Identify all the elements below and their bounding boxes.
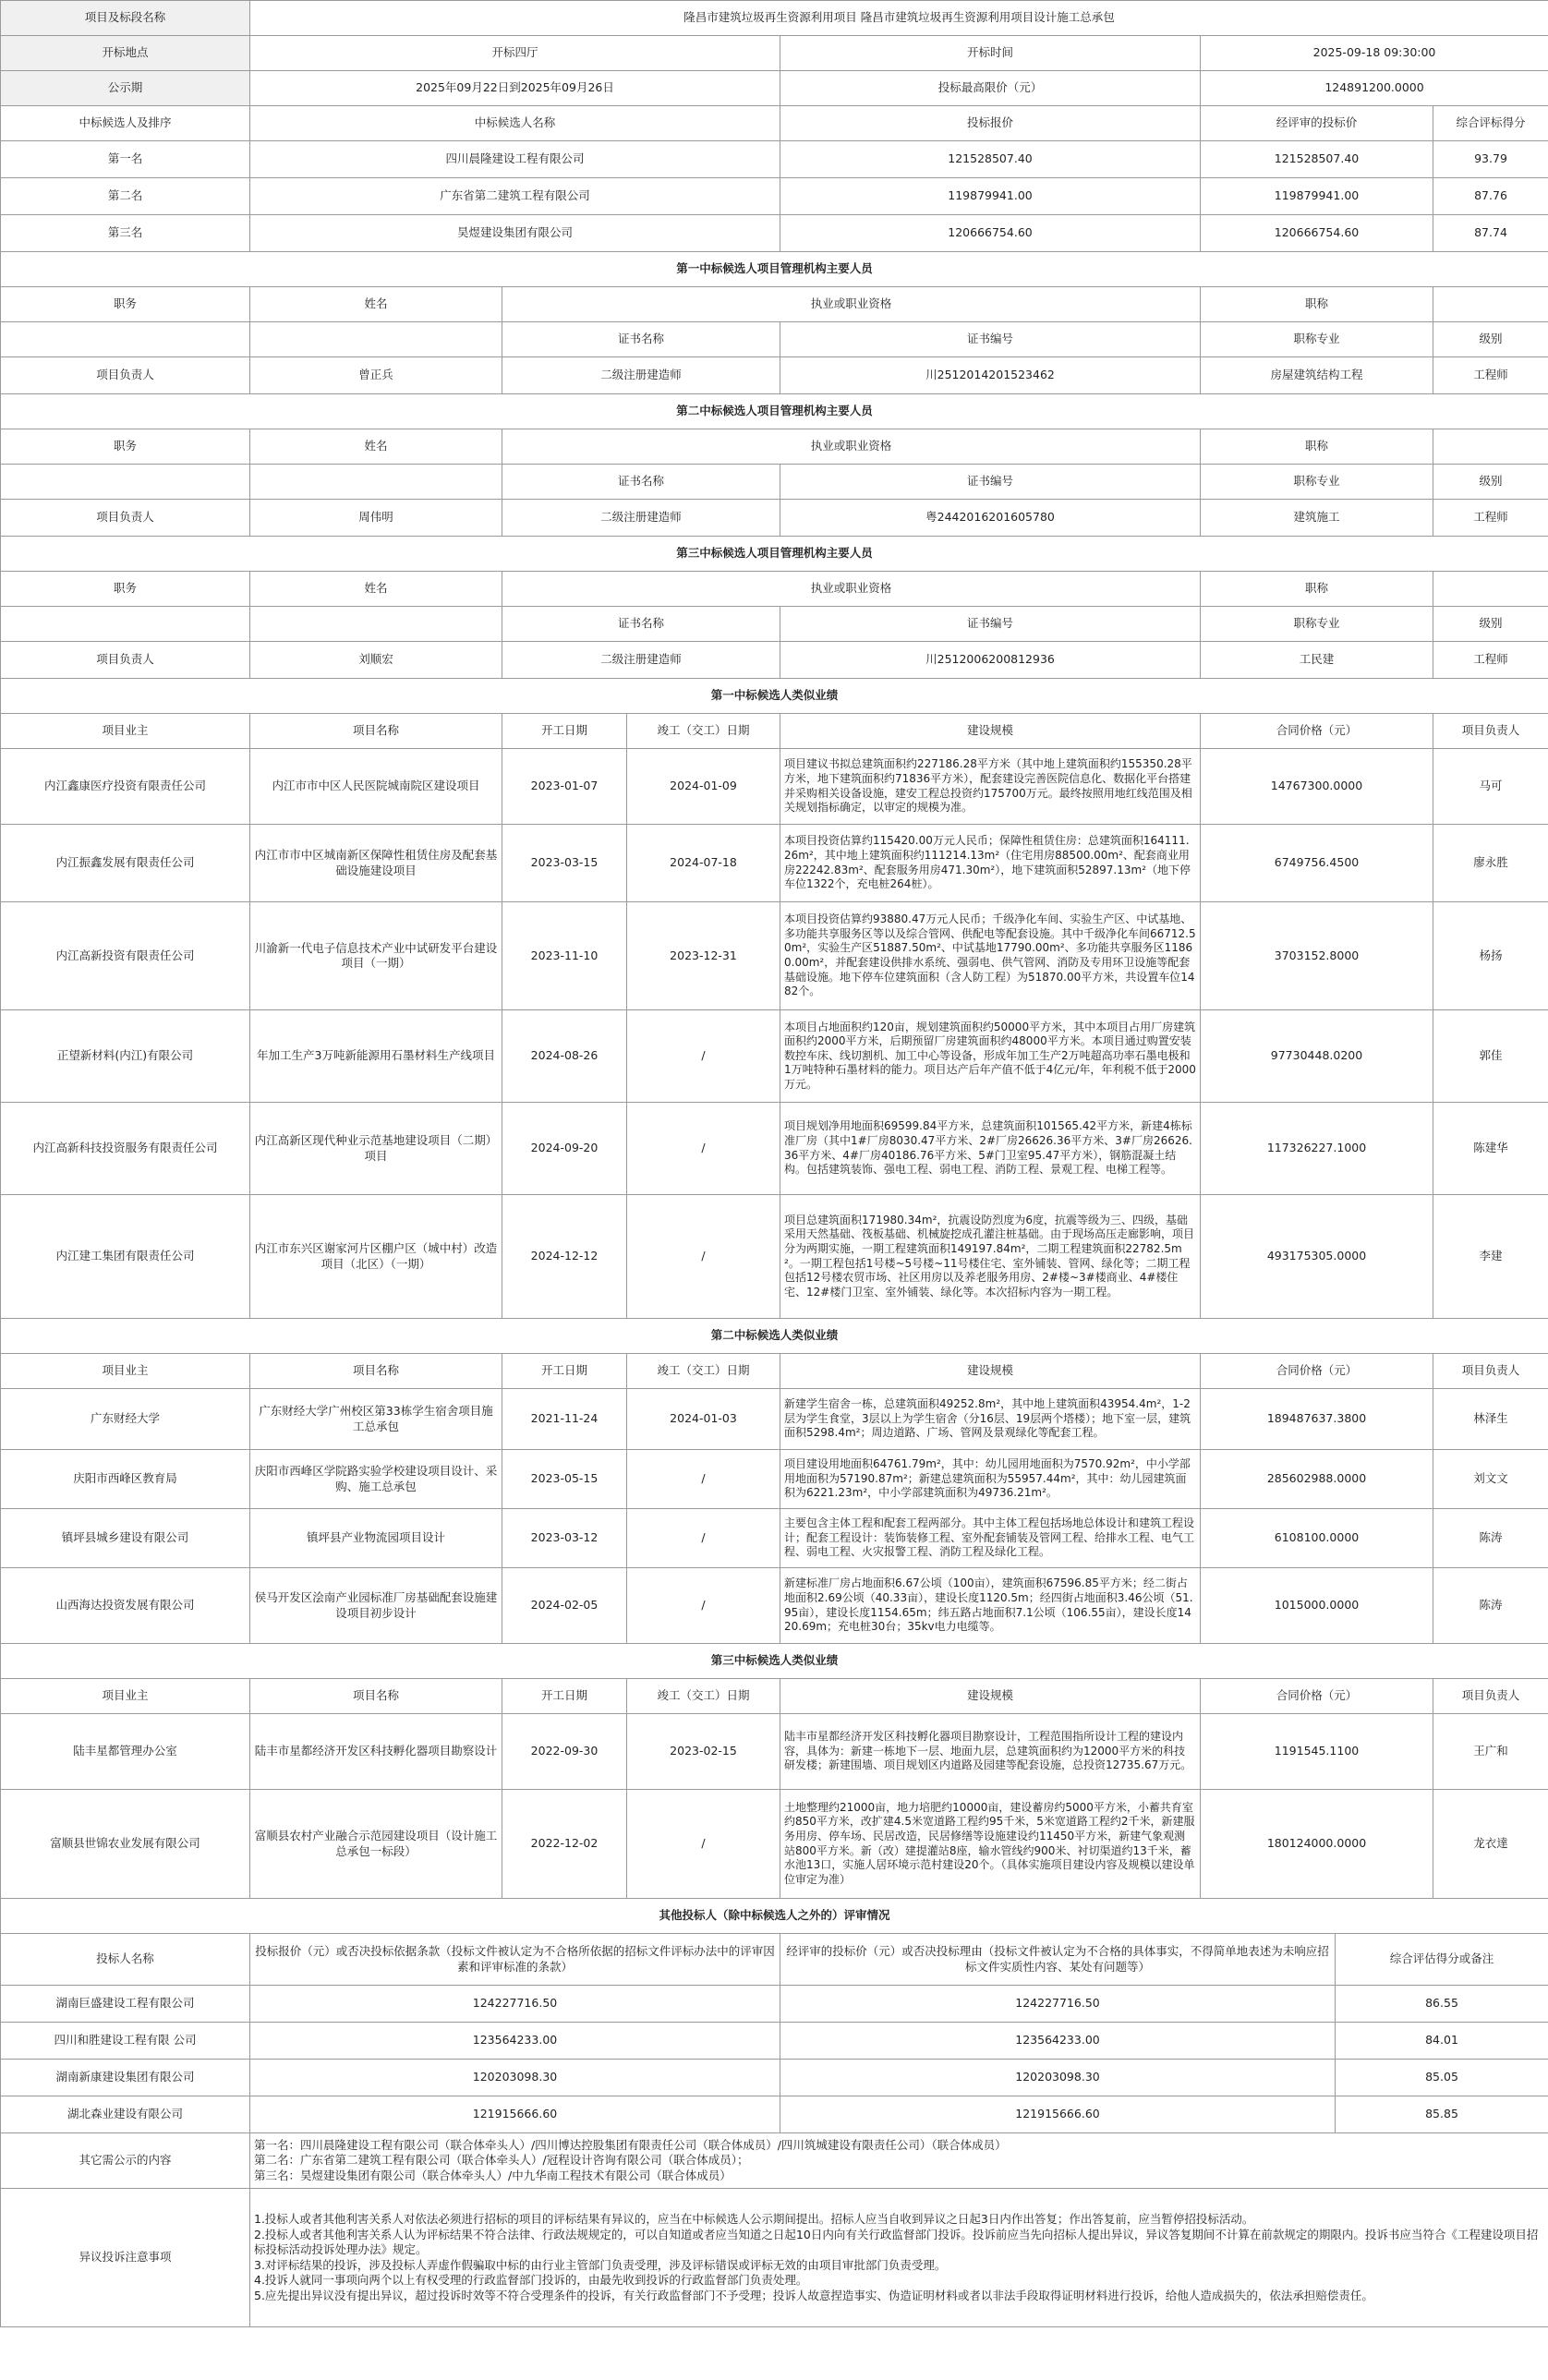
location-label: 开标地点: [1, 36, 250, 71]
section-title: 第三中标候选人项目管理机构主要人员: [1, 537, 1548, 572]
project-name: 内江市市中区人民医院城南院区建设项目: [250, 749, 502, 825]
complaint-notes: [250, 2189, 1548, 2327]
column-header: 职称专业: [1201, 322, 1433, 357]
other-content-line: 第一名：四川晨隆建设工程有限公司（联合体牵头人）/四川博达控股集团有限责任公司（联合体成员）/四川筑城建设有限责任公司）（联合体成员）: [254, 2137, 1007, 2152]
start-date: 2024-09-20: [502, 1103, 627, 1195]
table-row: [1, 2060, 1548, 2096]
rank: 第一名: [1, 141, 250, 178]
other-content-line: 第三名：昊煜建设集团有限公司（联合体牵头人）/中九华南工程技术有限公司（联合体成员）: [254, 2168, 732, 2182]
contract-price: 6108100.0000: [1201, 1509, 1433, 1568]
start-date: 2022-09-30: [502, 1714, 627, 1790]
column-header: 开工日期: [502, 714, 627, 749]
end-date: /: [627, 1568, 780, 1644]
column-header: 级别: [1433, 322, 1548, 357]
contract-price: 493175305.0000: [1201, 1195, 1433, 1319]
open-time-label: 开标时间: [780, 36, 1201, 71]
manager: 王广和: [1433, 1714, 1548, 1790]
scale: 本项目占地面积约120亩，规划建筑面积约50000平方米，其中本项目占用厂房建筑面积约2000平方米，后期预留厂房建筑面积约48000平方米。本项目通过购置安装数控车床、线切割机、加工中心等设备，形成年加工生产2万吨超高功率石墨电极和1万吨特种石墨材料的能力。项目达产后年产值不低于4亿元/年，年利税不低于2000万元。: [780, 1010, 1201, 1103]
cert-no: 粤2442016201605780: [780, 500, 1201, 537]
section-title: 第一中标候选人项目管理机构主要人员: [1, 252, 1548, 287]
column-header: 职务: [1, 429, 250, 465]
manager: 李建: [1433, 1195, 1548, 1319]
scale: 主要包含主体工程和配套工程两部分。其中主体工程包括场地总体设计和建筑工程设计；配套工程设计：装饰装修工程、室外配套铺装及管网工程、给排水工程、电气工程、弱电工程、火灾报警工程、消防工程及绿化工程。: [780, 1509, 1201, 1568]
scale: 新建学生宿舍一栋，总建筑面积49252.8m²，其中地上建筑面积43954.4m²，1-2层为学生食堂，3层以上为学生宿舍（分16层、19层两个塔楼）；地下室一层，建筑面积5298.4m²；周边道路、广场、管网及景观绿化等配套工程。: [780, 1389, 1201, 1450]
contract-price: 1191545.1100: [1201, 1714, 1433, 1790]
table-row: [1, 1568, 1548, 1644]
candidate-name: 广东省第二建筑工程有限公司: [250, 178, 780, 215]
manager: 陈建华: [1433, 1103, 1548, 1195]
section-title: 第二中标候选人类似业绩: [1, 1319, 1548, 1354]
project-value: 隆昌市建筑垃圾再生资源利用项目 隆昌市建筑垃圾再生资源利用项目设计施工总承包: [250, 1, 1548, 36]
person-name: 曾正兵: [250, 357, 502, 394]
role: 项目负责人: [1, 642, 250, 679]
start-date: 2024-12-12: [502, 1195, 627, 1319]
contract-price: 14767300.0000: [1201, 749, 1433, 825]
reviewed-price: 124227716.50: [780, 1986, 1336, 2023]
column-header: 项目业主: [1, 1354, 250, 1389]
manager: 廖永胜: [1433, 825, 1548, 902]
column-header: 建设规模: [780, 714, 1201, 749]
column-header: 证书编号: [780, 465, 1201, 500]
owner: 富顺县世锦农业发展有限公司: [1, 1790, 250, 1899]
owner: 内江鑫康医疗投资有限责任公司: [1, 749, 250, 825]
table-row: [1, 2023, 1548, 2060]
title-major: 房屋建筑结构工程: [1201, 357, 1433, 394]
complaint-label: 异议投诉注意事项: [1, 2189, 250, 2327]
owner: 正望新材料(内江)有限公司: [1, 1010, 250, 1103]
complaint-line: 3.对评标结果的投诉，涉及投标人弄虚作假骗取中标的由行业主管部门负责受理，涉及评标错误或评标无效的由项目审批部门负责受理。: [254, 2257, 947, 2272]
start-date: 2022-12-02: [502, 1790, 627, 1899]
complaint-line: 4.投诉人就同一事项向两个以上有权受理的行政监督部门投诉的，由最先收到投诉的行政监督部门负责处理。: [254, 2273, 808, 2287]
score: 86.55: [1336, 1986, 1548, 2023]
column-header: 投标报价（元）或否决投标依据条款（投标文件被认定为不合格所依据的招标文件评标办法中的评审因素和评审标准的条款）: [250, 1934, 780, 1986]
start-date: 2021-11-24: [502, 1389, 627, 1450]
start-date: 2024-02-05: [502, 1568, 627, 1644]
scale: 项目建议书拟总建筑面积约227186.28平方米（其中地上建筑面积约155350.28平方米，地下建筑面积约71836平方米），配套建设完善医院信息化、数据化平台搭建并采购相关设备设施，建安工程总投资约175700万元。最终按照用地红线范围及相关规划指标确定，以审定的规模为准。: [780, 749, 1201, 825]
column-header: 经评审的投标价（元）或否决投标理由（投标文件被认定为不合格的具体事实，不得简单地表述为未响应招标文件实质性内容、某处有问题等）: [780, 1934, 1336, 1986]
column-header: 项目负责人: [1433, 714, 1548, 749]
table-row: [1, 1195, 1548, 1319]
publicity-label: 公示期: [1, 71, 250, 106]
section-title: 第三中标候选人类似业绩: [1, 1644, 1548, 1679]
cert-no: 川2512014201523462: [780, 357, 1201, 394]
score: 87.76: [1433, 178, 1548, 215]
project-name: 庆阳市西峰区学院路实验学校建设项目设计、采购、施工总承包: [250, 1450, 502, 1509]
column-header: 开工日期: [502, 1679, 627, 1714]
end-date: 2023-02-15: [627, 1714, 780, 1790]
table-row: [1, 902, 1548, 1010]
publicity-value: 2025年09月22日到2025年09月26日: [250, 71, 780, 106]
max-price-value: 124891200.0000: [1201, 71, 1548, 106]
column-header: 投标人名称: [1, 1934, 250, 1986]
person-name: 刘顺宏: [250, 642, 502, 679]
open-time-value: 2025-09-18 09:30:00: [1201, 36, 1548, 71]
table-row: [1, 2096, 1548, 2133]
other-content: [250, 2133, 1548, 2189]
manager: 郭佳: [1433, 1010, 1548, 1103]
column-header: 项目负责人: [1433, 1354, 1548, 1389]
column-header: 职称: [1201, 429, 1433, 465]
scale: 本项目投资估算约93880.47万元人民币；千级净化车间、实验生产区、中试基地、多功能共享服务区等以及综合管网、供配电等配套设施。其中千级净化车间66712.50m²，实验生产区51887.50m²、中试基地17790.00m²、多功能共享服务区11860.00m²，并配套建设供排水系统、强弱电、供气管网、消防及专用环卫设施等配套基础设施。地下停车位建筑面积（含人防工程）为51870.00平方米，共设置车位1482个。: [780, 902, 1201, 1010]
manager: 陈涛: [1433, 1509, 1548, 1568]
manager: 杨扬: [1433, 902, 1548, 1010]
ranking-header-row: [1, 106, 1548, 141]
column-header: 经评审的投标价: [1201, 106, 1433, 141]
column-header: 综合评估得分或备注: [1336, 1934, 1548, 1986]
owner: 广东财经大学: [1, 1389, 250, 1450]
contract-price: 6749756.4500: [1201, 825, 1433, 902]
column-header: 证书编号: [780, 607, 1201, 642]
column-header: 项目名称: [250, 1354, 502, 1389]
contract-price: 180124000.0000: [1201, 1790, 1433, 1899]
column-header: 证书名称: [502, 465, 780, 500]
title-level: 工程师: [1433, 642, 1548, 679]
scale: 本项目投资估算约115420.00万元人民币；保障性租赁住房：总建筑面积164111.26m²，其中地上建筑面积约111214.13m²（住宅用房88500.00m²、配套商业用房22242.83m²、配套服务用房471.30m²），地下建筑面积52897.13m²（地下停车位1322个，充电桩264桩）。: [780, 825, 1201, 902]
table-row: [1, 1450, 1548, 1509]
owner: 山西海达投资发展有限公司: [1, 1568, 250, 1644]
column-header: 投标报价: [780, 106, 1201, 141]
column-header: 竣工（交工）日期: [627, 1354, 780, 1389]
scale: 土地整理约21000亩，地力培肥约10000亩，建设蓄房约5000平方米，小蓄共育室约850平方米，改扩建4.5米宽道路工程约95千米，5米宽道路工程约2千米，新建服务用房、停车场、民居改造，民居修缮等设施建设约11450平方米，新建气象观测站800平方米。新（改）建提灌站8座，输水管线约900米、衬切渠道约13千米，蓄水池13口，实施人居环境示范村建设20个。（具体实施项目建设内容及规模以建设单位审定为准）: [780, 1790, 1201, 1899]
column-header: 项目业主: [1, 1679, 250, 1714]
column-header: 职务: [1, 287, 250, 322]
scale: 新建标准厂房占地面积6.67公顷（100亩），建筑面积67596.85平方米；经二街占地面积2.69公顷（40.33亩），建设长度1120.5m；经四街占地面积3.46公顷（51.95亩），建设长度1154.65m；纬五路占地面积7.1公顷（106.55亩），建设长度1420.69m；充电桩30台；35kv电力电缆等。: [780, 1568, 1201, 1644]
contract-price: 285602988.0000: [1201, 1450, 1433, 1509]
column-header: 职称专业: [1201, 465, 1433, 500]
project-name: 内江市东兴区谢家河片区棚户区（城中村）改造项目（北区）（一期）: [250, 1195, 502, 1319]
owner: 内江高新投资有限责任公司: [1, 902, 250, 1010]
project-name: 内江市市中区城南新区保障性租赁住房及配套基础设施建设项目: [250, 825, 502, 902]
column-header: 证书名称: [502, 607, 780, 642]
manager: 刘文文: [1433, 1450, 1548, 1509]
bid-price: 119879941.00: [780, 178, 1201, 215]
contract-price: 117326227.1000: [1201, 1103, 1433, 1195]
manager: 林泽生: [1433, 1389, 1548, 1450]
bid-price: 123564233.00: [250, 2023, 780, 2060]
column-header: 开工日期: [502, 1354, 627, 1389]
owner: 陆丰星都管理办公室: [1, 1714, 250, 1790]
score: 87.74: [1433, 215, 1548, 252]
role: 项目负责人: [1, 357, 250, 394]
column-header: 建设规模: [780, 1679, 1201, 1714]
reviewed-price: 119879941.00: [1201, 178, 1433, 215]
column-header: 执业或职业资格: [502, 429, 1201, 465]
table-row: [1, 141, 1548, 178]
title-major: 工民建: [1201, 642, 1433, 679]
contract-price: 189487637.3800: [1201, 1389, 1433, 1450]
bidder-name: 湖北森业建设有限公司: [1, 2096, 250, 2133]
complaint-line: 2.投标人或者其他利害关系人认为评标结果不符合法律、行政法规规定的，可以自知道或者应当知道之日起10日内向有关行政监督部门投诉。投诉前应当先向招标人提出异议，异议答复期间不计算在前款规定的期限内。投诉书应当符合《工程建设项目招标投标活动投诉处理办法》规定。: [254, 2227, 1539, 2256]
cert-name: 二级注册建造师: [502, 357, 780, 394]
reviewed-price: 123564233.00: [780, 2023, 1336, 2060]
other-content-line: 第二名：广东省第二建筑工程有限公司（联合体牵头人）/冠程设计咨询有限公司（联合体成员）；: [254, 2153, 749, 2168]
end-date: 2024-07-18: [627, 825, 780, 902]
owner: 内江高新科技投资服务有限责任公司: [1, 1103, 250, 1195]
reviewed-price: 121528507.40: [1201, 141, 1433, 178]
person-name: 周伟明: [250, 500, 502, 537]
bid-price: 124227716.50: [250, 1986, 780, 2023]
column-header: 建设规模: [780, 1354, 1201, 1389]
end-date: /: [627, 1450, 780, 1509]
project-name: 镇坪县产业物流园项目设计: [250, 1509, 502, 1568]
column-header: 中标候选人及排序: [1, 106, 250, 141]
column-header: 合同价格（元）: [1201, 1679, 1433, 1714]
end-date: /: [627, 1509, 780, 1568]
column-header: 级别: [1433, 465, 1548, 500]
manager: 马可: [1433, 749, 1548, 825]
title-level: 工程师: [1433, 357, 1548, 394]
project-name: 陆丰市星都经济开发区科技孵化器项目勘察设计: [250, 1714, 502, 1790]
column-header: 姓名: [250, 429, 502, 465]
cert-name: 二级注册建造师: [502, 642, 780, 679]
column-header: 项目业主: [1, 714, 250, 749]
candidate-name: 四川晨隆建设工程有限公司: [250, 141, 780, 178]
cert-name: 二级注册建造师: [502, 500, 780, 537]
owner: 镇坪县城乡建设有限公司: [1, 1509, 250, 1568]
table-row: [1, 1714, 1548, 1790]
cert-no: 川2512006200812936: [780, 642, 1201, 679]
reviewed-price: 121915666.60: [780, 2096, 1336, 2133]
section-title: 其他投标人（除中标候选人之外的）评审情况: [1, 1899, 1548, 1934]
column-header: 竣工（交工）日期: [627, 1679, 780, 1714]
scale: 项目建设用地面积64761.79m²，其中：幼儿园用地面积为7570.92m²，中小学部用地面积为57190.87m²；新建总建筑面积为55957.44m²，其中：幼儿园建筑面积为6221.23m²，中小学部建筑面积为49736.21m²。: [780, 1450, 1201, 1509]
project-name: 年加工生产3万吨新能源用石墨材料生产线项目: [250, 1010, 502, 1103]
table-row: [1, 215, 1548, 252]
role: 项目负责人: [1, 500, 250, 537]
end-date: 2023-12-31: [627, 902, 780, 1010]
title-level: 工程师: [1433, 500, 1548, 537]
column-header: 职称专业: [1201, 607, 1433, 642]
end-date: 2024-01-03: [627, 1389, 780, 1450]
column-header: 项目名称: [250, 714, 502, 749]
table-row: [1, 749, 1548, 825]
table-row: [1, 642, 1548, 679]
complaint-line: 1.投标人或者其他利害关系人对依法必须进行招标的项目的评标结果有异议的，应当在中标候选人公示期间提出。招标人应当自收到异议之日起3日内作出答复；作出答复前，应当暂停招投标活动。: [254, 2212, 1254, 2226]
section-title: 第一中标候选人类似业绩: [1, 679, 1548, 714]
scale: 陆丰市星都经济开发区科技孵化器项目勘察设计，工程范围指所设计工程的建设内容，具体为：新建一栋地下一层、地面九层，总建筑面积约为12000平方米的科技研发楼；新建围墙、项目规划区内道路及园建等配套设施，总投资12735.67万元。: [780, 1714, 1201, 1790]
end-date: /: [627, 1195, 780, 1319]
scale: 项目总建筑面积171980.34m²，抗震设防烈度为6度，抗震等级为三、四级，基础采用天然基础、筏板基础、机械旋挖成孔灌注桩基础。由于现场高压走廊影响，项目分为两期实施，一期工程建筑面积149197.84m²，二期工程建筑面积22782.5m²。一期工程包括1号楼~5号楼~11号楼住宅、室外铺装、管网、绿化等；二期工程包括12号楼农贸市场、社区用房以及养老服务用房、2#楼~3#楼商业、4#楼住宅、12#楼门卫室、室外铺装、绿化等。本次招标内容为一期工程。: [780, 1195, 1201, 1319]
table-row: [1, 1790, 1548, 1899]
project-name: 川渝新一代电子信息技术产业中试研发平台建设项目（一期）: [250, 902, 502, 1010]
owner: 内江振鑫发展有限责任公司: [1, 825, 250, 902]
score: 85.05: [1336, 2060, 1548, 2096]
bid-price: 120666754.60: [780, 215, 1201, 252]
column-header: 综合评标得分: [1433, 106, 1548, 141]
section-title: 第二中标候选人项目管理机构主要人员: [1, 394, 1548, 429]
column-header: 合同价格（元）: [1201, 714, 1433, 749]
table-row: [1, 1509, 1548, 1568]
end-date: /: [627, 1103, 780, 1195]
table-row: [1, 1389, 1548, 1450]
project-name: 侯马开发区浍南产业园标准厂房基础配套设施建设项目初步设计: [250, 1568, 502, 1644]
end-date: 2024-01-09: [627, 749, 780, 825]
score: 85.85: [1336, 2096, 1548, 2133]
contract-price: 3703152.8000: [1201, 902, 1433, 1010]
score: 93.79: [1433, 141, 1548, 178]
table-row: [1, 500, 1548, 537]
bid-price: 121915666.60: [250, 2096, 780, 2133]
table-row: [1, 178, 1548, 215]
start-date: 2023-03-15: [502, 825, 627, 902]
max-price-label: 投标最高限价（元）: [780, 71, 1201, 106]
table-row: [1, 1986, 1548, 2023]
contract-price: 1015000.0000: [1201, 1568, 1433, 1644]
table-row: [1, 1010, 1548, 1103]
column-header: 姓名: [250, 287, 502, 322]
rank: 第三名: [1, 215, 250, 252]
column-header: 证书编号: [780, 322, 1201, 357]
project-name: 富顺县农村产业融合示范园建设项目（设计施工总承包一标段）: [250, 1790, 502, 1899]
owner: 内江建工集团有限责任公司: [1, 1195, 250, 1319]
column-header: 执业或职业资格: [502, 287, 1201, 322]
column-header: 合同价格（元）: [1201, 1354, 1433, 1389]
title-major: 建筑施工: [1201, 500, 1433, 537]
start-date: 2024-08-26: [502, 1010, 627, 1103]
end-date: /: [627, 1790, 780, 1899]
column-header: 级别: [1433, 607, 1548, 642]
column-header: 中标候选人名称: [250, 106, 780, 141]
complaint-line: 5.应先提出异议没有提出异议，超过投诉时效等不符合受理条件的投诉，有关行政监督部门不予受理；投诉人故意捏造事实、伪造证明材料或者以非法手段取得证明材料进行投诉，给他人造成损失的，依法承担赔偿责任。: [254, 2288, 1373, 2302]
other-content-label: 其它需公示的内容: [1, 2133, 250, 2189]
end-date: /: [627, 1010, 780, 1103]
project-name: 内江高新区现代种业示范基地建设项目（二期）项目: [250, 1103, 502, 1195]
start-date: 2023-05-15: [502, 1450, 627, 1509]
manager: 龙衣達: [1433, 1790, 1548, 1899]
table-row: [1, 825, 1548, 902]
start-date: 2023-01-07: [502, 749, 627, 825]
start-date: 2023-03-12: [502, 1509, 627, 1568]
column-header: 职务: [1, 572, 250, 607]
reviewed-price: 120666754.60: [1201, 215, 1433, 252]
column-header: 职称: [1201, 287, 1433, 322]
column-header: 项目名称: [250, 1679, 502, 1714]
manager: 陈涛: [1433, 1568, 1548, 1644]
column-header: 竣工（交工）日期: [627, 714, 780, 749]
column-header: 执业或职业资格: [502, 572, 1201, 607]
candidate-name: 昊煜建设集团有限公司: [250, 215, 780, 252]
table-row: [1, 357, 1548, 394]
column-header: 职称: [1201, 572, 1433, 607]
bid-price: 121528507.40: [780, 141, 1201, 178]
reviewed-price: 120203098.30: [780, 2060, 1336, 2096]
bidder-name: 四川和胜建设工程有限 公司: [1, 2023, 250, 2060]
scale: 项目规划净用地面积69599.84平方米，总建筑面积101565.42平方米，新建4栋标准厂房（其中1#厂房8030.47平方米、2#厂房26626.36平方米、3#厂房26626.36平方米、4#厂房40186.76平方米、5#门卫室95.47平方米），钢筋混凝土结构。包括建筑装饰、强电工程、弱电工程、消防工程、景观工程、电梯工程等。: [780, 1103, 1201, 1195]
column-header: 项目负责人: [1433, 1679, 1548, 1714]
column-header: 姓名: [250, 572, 502, 607]
contract-price: 97730448.0200: [1201, 1010, 1433, 1103]
owner: 庆阳市西峰区教育局: [1, 1450, 250, 1509]
project-label: 项目及标段名称: [1, 1, 250, 36]
project-name: 广东财经大学广州校区第33栋学生宿舍项目施工总承包: [250, 1389, 502, 1450]
score: 84.01: [1336, 2023, 1548, 2060]
column-header: 证书名称: [502, 322, 780, 357]
table-row: [1, 1103, 1548, 1195]
bid-price: 120203098.30: [250, 2060, 780, 2096]
bidder-name: 湖南新康建设集团有限公司: [1, 2060, 250, 2096]
rank: 第二名: [1, 178, 250, 215]
location-value: 开标四厅: [250, 36, 780, 71]
bidder-name: 湖南巨盛建设工程有限公司: [1, 1986, 250, 2023]
start-date: 2023-11-10: [502, 902, 627, 1010]
